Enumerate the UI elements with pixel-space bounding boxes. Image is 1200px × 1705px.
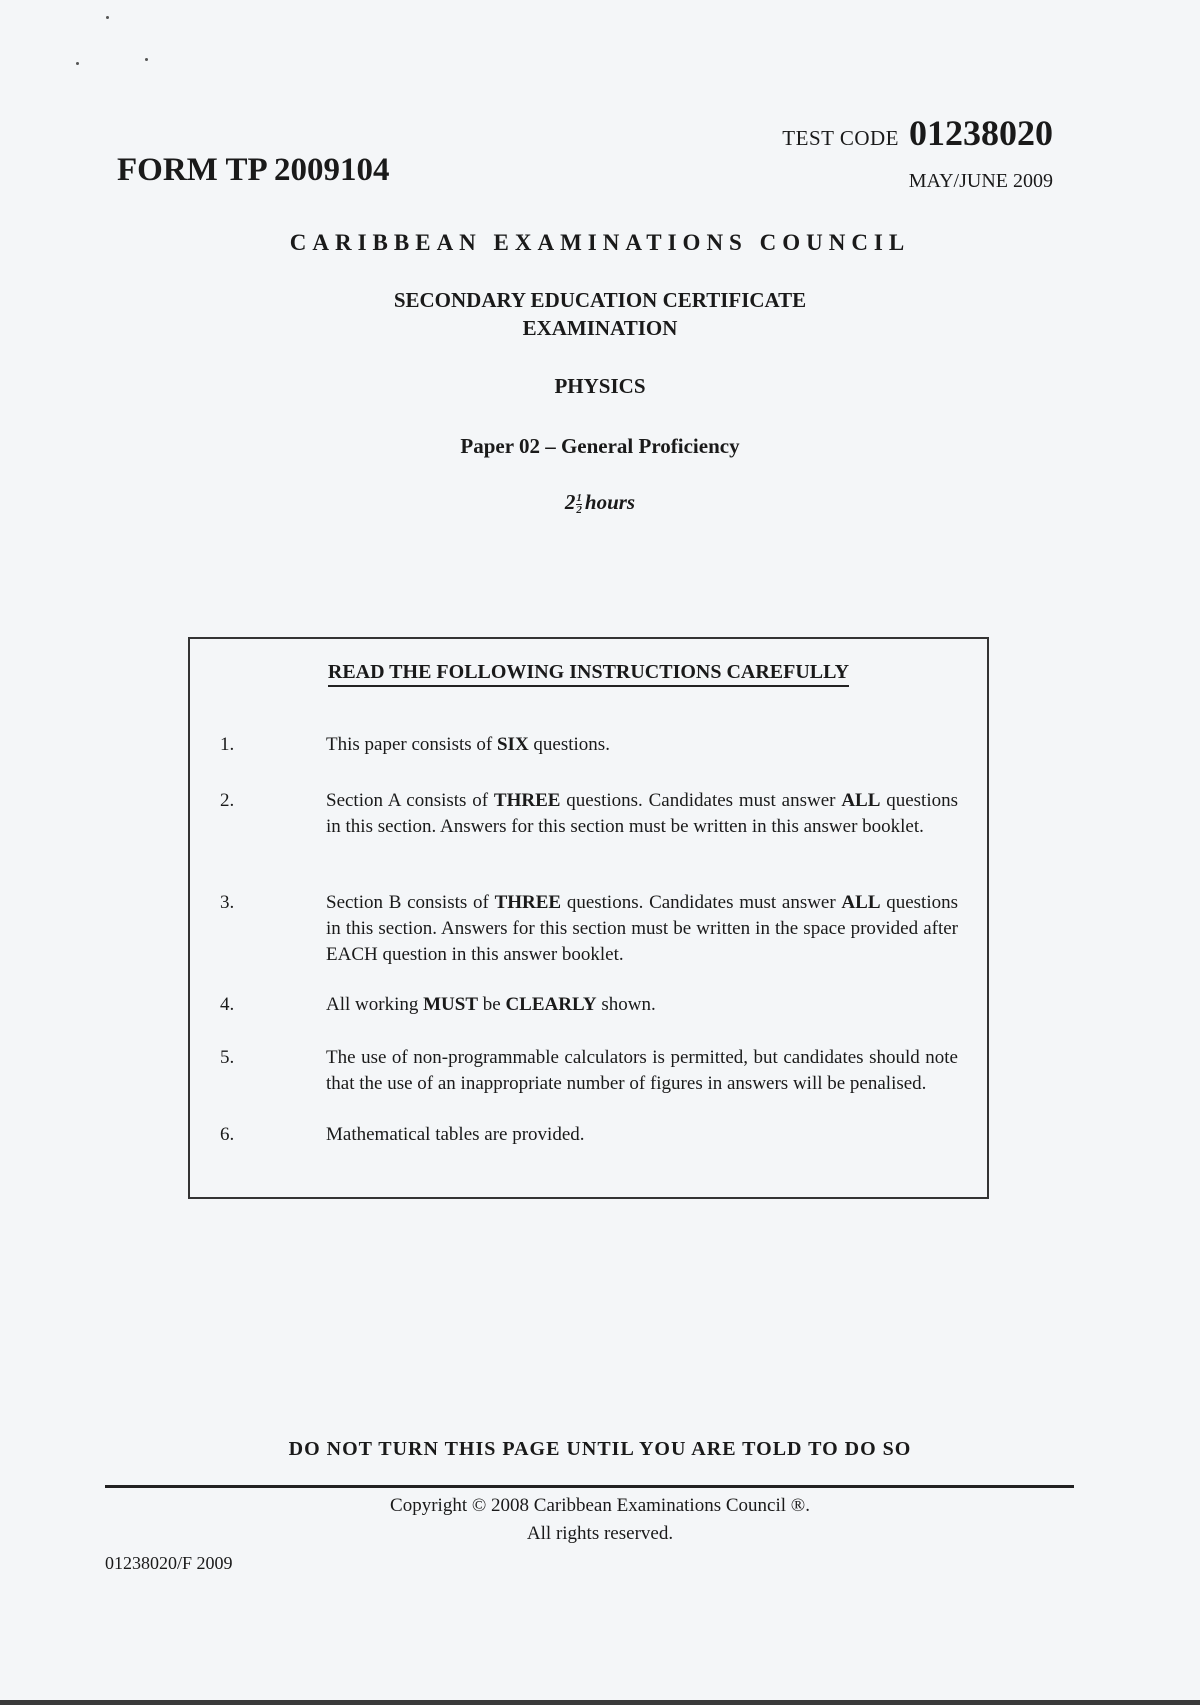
instruction-text-part: questions. bbox=[528, 734, 610, 755]
test-code-label: TEST CODE bbox=[782, 126, 899, 150]
instruction-text bbox=[326, 992, 958, 1018]
instruction-text-part: questions in this section. Answers for this section must be written in this answer booklet. bbox=[326, 790, 958, 837]
scan-speck bbox=[106, 16, 109, 19]
instruction-emphasis: ALL bbox=[841, 790, 881, 811]
instruction-text-part: be bbox=[478, 994, 506, 1015]
duration-denominator: 2 bbox=[576, 503, 582, 516]
instruction-text-part: questions. Candidates must answer bbox=[561, 892, 842, 913]
instructions-box bbox=[188, 637, 989, 1199]
instruction-emphasis: SIX bbox=[496, 734, 529, 755]
instruction-text-part: This paper consists of bbox=[326, 734, 497, 755]
exam-session: MAY/JUNE 2009 bbox=[908, 170, 1053, 192]
duration-numerator: 1 bbox=[576, 491, 582, 504]
instruction-emphasis: ALL bbox=[841, 892, 881, 913]
instruction-text-part: All working bbox=[326, 994, 424, 1015]
instruction-text-part: questions. Candidates must answer bbox=[560, 790, 842, 811]
form-code: FORM TP 2009104 bbox=[117, 152, 390, 188]
instruction-emphasis: MUST bbox=[423, 994, 479, 1015]
instructions-heading: READ THE FOLLOWING INSTRUCTIONS CAREFULLY bbox=[190, 661, 987, 684]
scan-speck bbox=[76, 62, 79, 65]
instruction-text bbox=[326, 1045, 958, 1097]
instruction-text-part: shown. bbox=[596, 994, 656, 1015]
instruction-number: 6. bbox=[220, 1124, 235, 1145]
instruction-text-part: Section A consists of bbox=[326, 790, 494, 811]
test-code-value: 01238020 bbox=[909, 113, 1053, 153]
instruction-text bbox=[326, 890, 958, 968]
exam-title-line2: EXAMINATION bbox=[522, 316, 678, 340]
copyright bbox=[0, 1492, 1200, 1548]
duration-unit: hours bbox=[584, 490, 636, 514]
instruction-text bbox=[326, 1122, 958, 1148]
instruction-text bbox=[326, 788, 958, 840]
instruction-emphasis: CLEARLY bbox=[505, 994, 597, 1015]
duration-fraction bbox=[576, 493, 582, 516]
scan-edge bbox=[0, 1700, 1200, 1705]
instruction-number: 4. bbox=[220, 994, 235, 1015]
instruction-emphasis: THREE bbox=[494, 892, 562, 913]
duration bbox=[0, 490, 1200, 516]
instruction-text bbox=[326, 732, 958, 758]
instruction-text-part: Mathematical tables are provided. bbox=[326, 1124, 585, 1145]
paper-title: Paper 02 – General Proficiency bbox=[460, 434, 740, 458]
scan-speck bbox=[145, 58, 148, 61]
do-not-turn-warning: DO NOT TURN THIS PAGE UNTIL YOU ARE TOLD TO DO SO bbox=[288, 1438, 912, 1460]
exam-title bbox=[0, 286, 1200, 342]
instruction-text-part: The use of non-programmable calculators is permitted, but candidates should note that the use of an inappropriate number of figures in answers will be penalised. bbox=[326, 1047, 958, 1094]
copyright-line2: All rights reserved. bbox=[526, 1523, 674, 1544]
copyright-line1: Copyright © 2008 Caribbean Examinations Council ®. bbox=[390, 1495, 810, 1516]
test-code bbox=[782, 112, 1053, 154]
duration-whole: 2 bbox=[564, 490, 576, 514]
instruction-number: 3. bbox=[220, 892, 235, 913]
subject-title: PHYSICS bbox=[554, 374, 646, 398]
instruction-emphasis: THREE bbox=[493, 790, 561, 811]
footer-code: 01238020/F 2009 bbox=[105, 1553, 233, 1573]
instruction-number: 2. bbox=[220, 790, 235, 811]
instruction-text-part: Section B consists of bbox=[326, 892, 495, 913]
instruction-number: 5. bbox=[220, 1047, 235, 1068]
instruction-number: 1. bbox=[220, 734, 235, 755]
exam-title-line1: SECONDARY EDUCATION CERTIFICATE bbox=[393, 288, 807, 312]
footer-divider bbox=[105, 1485, 1074, 1488]
instruction-text-part: questions in this section. Answers for this section must be written in the space provided after EACH question in this answer booklet. bbox=[326, 892, 959, 965]
council-name: CARIBBEAN EXAMINATIONS COUNCIL bbox=[289, 230, 911, 255]
